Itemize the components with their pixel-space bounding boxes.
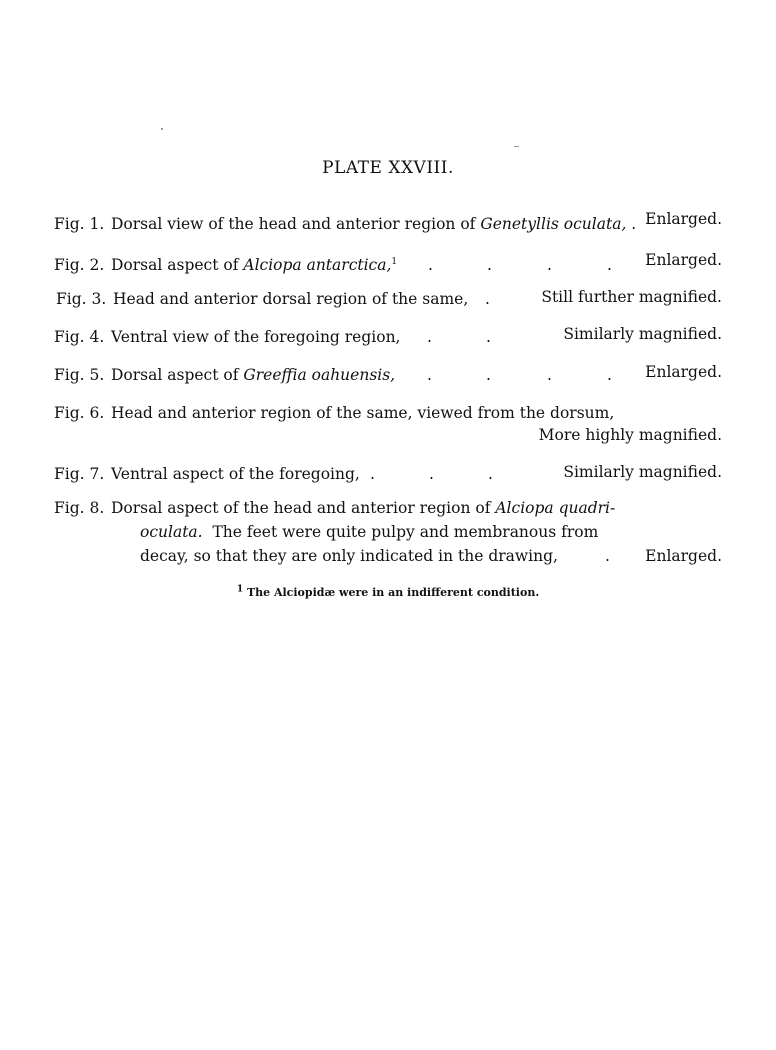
magnification-label: Enlarged. [645, 547, 722, 565]
footnote-marker: 1 [236, 584, 244, 595]
figure-caption-1 [54, 210, 722, 234]
figure-caption-7: Fig. 7. Ventral aspect of the foregoing, . . . Similarly magnified. [54, 463, 722, 483]
figure-text: The feet were quite pulpy and membranous from [202, 523, 599, 541]
figure-caption-6 [54, 403, 722, 444]
figure-number: Fig. 4. [54, 328, 105, 346]
figure-number: Fig. 5. [54, 366, 105, 384]
species-name: Alciopa antarctica, [243, 256, 392, 274]
figure-text: Dorsal aspect of [111, 256, 244, 274]
scan-speck [514, 146, 519, 147]
figure-caption-4: Fig. 4. Ventral view of the foregoing region, . . Similarly magnified. [54, 325, 722, 346]
footnote-text: The Alciopidæ were in an indifferent condition. [243, 586, 540, 599]
figure-text: decay, so that they are only indicated in the drawing, [140, 547, 558, 565]
figure-number: Fig. 7. [54, 465, 105, 483]
species-name: Alciopa quadri- [495, 499, 616, 517]
figure-text: Head and anterior dorsal region of the same, [113, 290, 469, 308]
species-name: Genetyllis oculata, [480, 215, 627, 233]
figure-caption-3: Fig. 3. Head and anterior dorsal region of the same, . Still further magnified. [56, 288, 722, 308]
figure-text: Ventral view of the foregoing region, [111, 328, 401, 346]
figure-caption-2: Fig. 2. Dorsal aspect of Alciopa antarctica,$^1$ . . . . Enlarged. [54, 251, 722, 274]
magnification-label: Similarly magnified. [563, 325, 722, 343]
figure-text: Dorsal view of the head and anterior region of [111, 215, 481, 233]
magnification-label: Enlarged. [645, 251, 722, 269]
species-name-continued: oculata. [140, 523, 203, 541]
magnification-label: Enlarged. [645, 210, 722, 228]
footnote [0, 586, 776, 599]
magnification-label: Similarly magnified. [563, 463, 722, 481]
figure-text: Head and anterior region of the same, viewed from the dorsum, [111, 404, 615, 422]
footnote-marker: 1 [391, 256, 398, 267]
magnification-label: Enlarged. [645, 363, 722, 381]
figure-caption-5: Fig. 5. Dorsal aspect of Greeffia oahuensis, . . . . Enlarged. [54, 363, 722, 384]
scan-speck [161, 128, 163, 130]
figure-text-continuation [140, 522, 598, 542]
figure-number: Fig. 3. [56, 290, 107, 308]
figure-number: Fig. 1. [54, 215, 105, 233]
species-name: Greeffia oahuensis, [243, 366, 396, 384]
figure-text: Dorsal aspect of [111, 366, 244, 384]
figure-number: Fig. 6. [54, 404, 105, 422]
magnification-label: Still further magnified. [541, 288, 722, 306]
figure-text-trail: . [626, 215, 637, 233]
plate-title: PLATE XXVIII. [322, 158, 454, 178]
magnification-label: More highly magnified. [538, 426, 722, 444]
figure-number: Fig. 2. [54, 256, 105, 274]
figure-text-continuation [140, 546, 558, 566]
figure-text: Ventral aspect of the foregoing, [111, 465, 360, 483]
figure-number: Fig. 8. [54, 499, 105, 517]
figure-caption-8: Fig. 8. Dorsal aspect of the head and anterior region of Alciopa quadri- oculata. The feet were quite pulpy and membranous from decay, so that they are only indicated in the drawing, . Enlarged. [54, 499, 722, 565]
figure-text: Dorsal aspect of the head and anterior region of [111, 499, 496, 517]
